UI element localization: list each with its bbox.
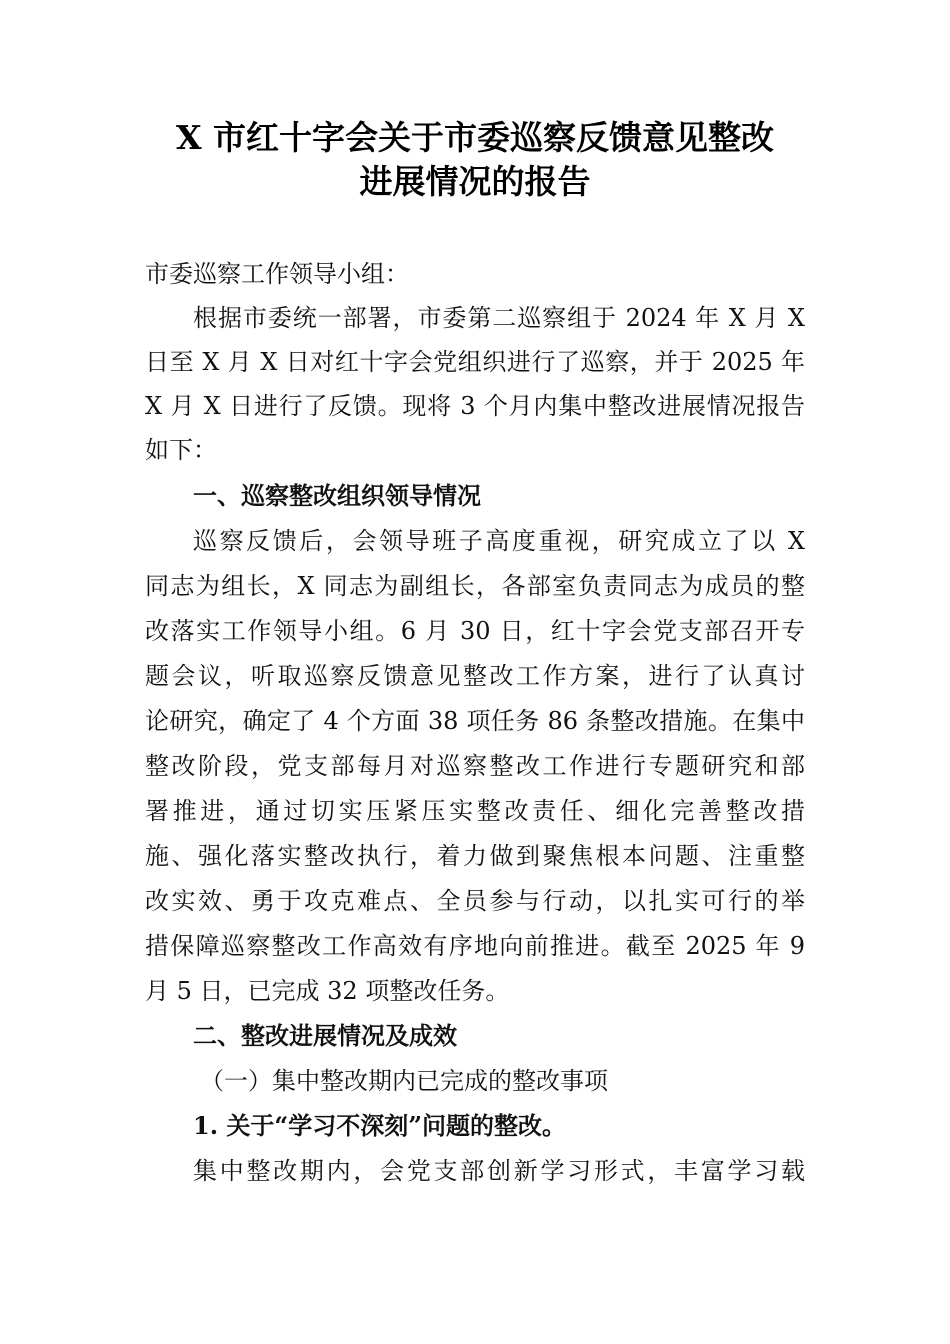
section-1-line: 巡察反馈后，会领导班子高度重视，研究成立了以 X <box>193 527 805 555</box>
section-1-line: 论研究，确定了 4 个方面 38 项任务 86 条整改措施。在集中 <box>145 707 805 735</box>
section-1-line: 整改阶段，党支部每月对巡察整改工作进行专题研究和部 <box>145 752 805 780</box>
item-1-line: 集中整改期内，会党支部创新学习形式，丰富学习载 <box>193 1157 805 1185</box>
intro-line: X 月 X 日进行了反馈。现将 3 个月内集中整改进展情况报告 <box>145 392 805 420</box>
section-1-line: 题会议，听取巡察反馈意见整改工作方案，进行了认真讨 <box>145 662 805 690</box>
section-1-line: 改实效、勇于攻克难点、全员参与行动，以扎实可行的举 <box>145 887 805 915</box>
section-1-line: 同志为组长，X 同志为副组长，各部室负责同志为成员的整 <box>145 572 805 600</box>
section-2-subheading: （一）集中整改期内已完成的整改事项 <box>200 1067 608 1095</box>
intro-line: 根据市委统一部署，市委第二巡察组于 2024 年 X 月 X <box>193 304 805 332</box>
section-2-heading: 二、整改进展情况及成效 <box>193 1022 457 1050</box>
salutation: 市委巡察工作领导小组： <box>145 260 409 288</box>
item-1-heading: 1. 关于“学习不深刻”问题的整改。 <box>193 1111 567 1140</box>
section-1-line: 月 5 日，已完成 32 项整改任务。 <box>145 977 510 1005</box>
section-1-line: 措保障巡察整改工作高效有序地向前推进。截至 2025 年 9 <box>145 932 805 960</box>
section-1-heading: 一、巡察整改组织领导情况 <box>193 482 481 510</box>
document-title-line-2: 进展情况的报告 <box>359 162 591 201</box>
section-1-line: 改落实工作领导小组。6 月 30 日，红十字会党支部召开专 <box>145 617 805 645</box>
section-1-line: 署推进，通过切实压紧压实整改责任、细化完善整改措 <box>145 797 805 825</box>
intro-line: 如下： <box>145 436 217 464</box>
intro-line: 日至 X 月 X 日对红十字会党组织进行了巡察，并于 2025 年 <box>145 348 805 376</box>
section-1-line: 施、强化落实整改执行，着力做到聚焦根本问题、注重整 <box>145 842 805 870</box>
document-title-line-1: X 市红十字会关于市委巡察反馈意见整改 <box>175 118 775 157</box>
